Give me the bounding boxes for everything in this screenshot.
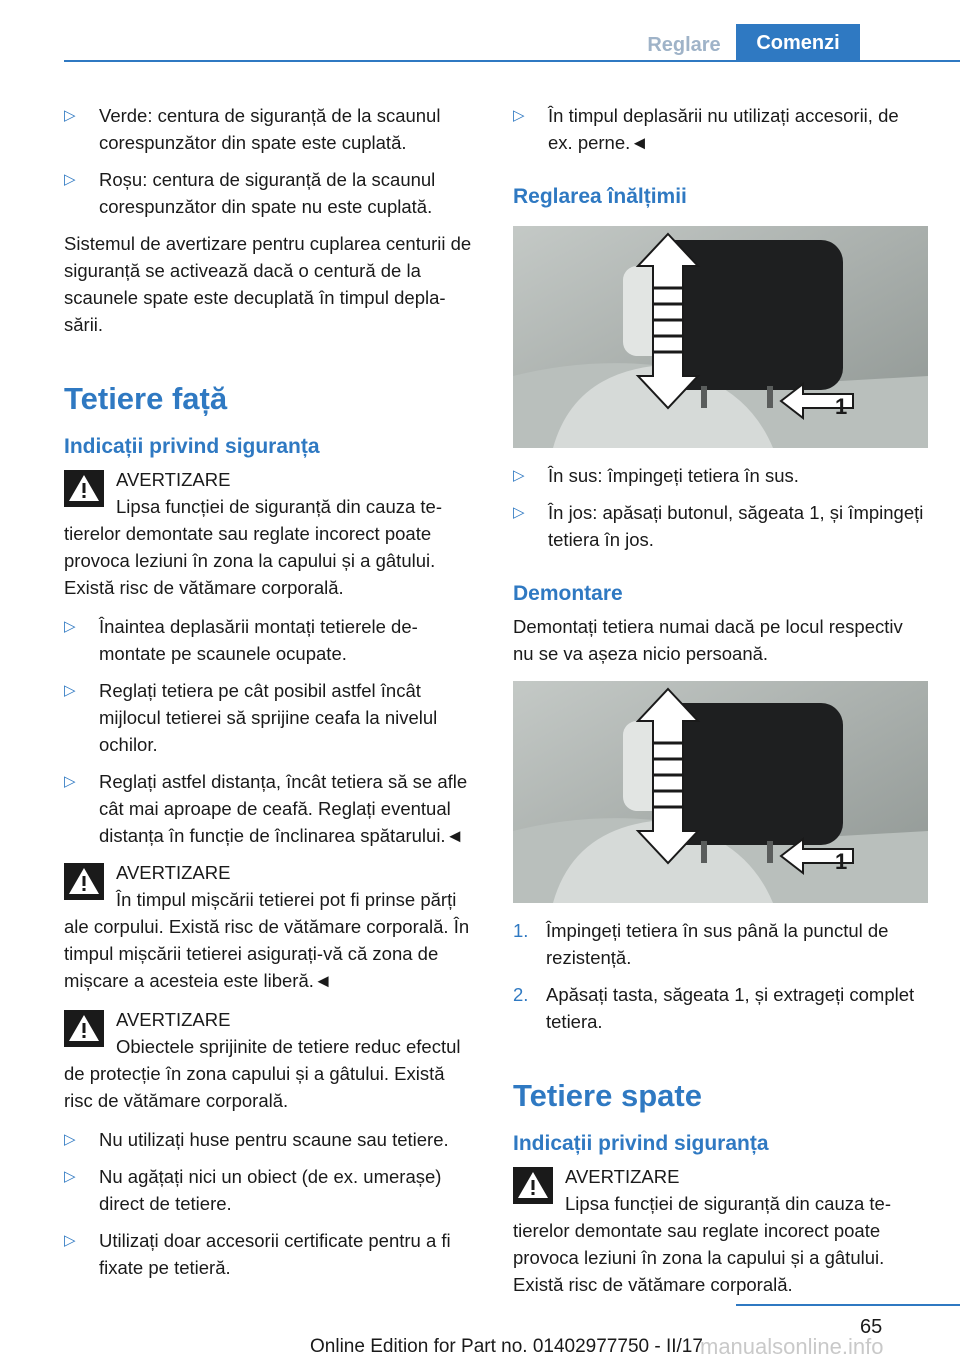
headrest-height-illustration	[513, 226, 928, 448]
warning-icon	[64, 1010, 104, 1047]
warning-title: AVERTIZARE	[116, 469, 231, 490]
step-number: 2.	[513, 984, 529, 1005]
numbered-item: 1. Împingeți tetiera în sus până la punctul de rezistență.	[513, 917, 927, 971]
warning-block	[513, 1163, 927, 1298]
bullet-icon: ▷	[64, 773, 76, 790]
warning-icon	[64, 470, 104, 507]
illustration-label: 1	[835, 849, 848, 874]
subsection-title: Demontare	[513, 582, 623, 605]
list-item: ▷ În timpul deplasării nu utilizați accesorii, de ex. perne.◄	[513, 102, 927, 156]
bullet-icon: ▷	[513, 504, 525, 521]
page-number: 65	[860, 1316, 883, 1338]
subsection-title: Indicații privind siguranța	[513, 1132, 769, 1155]
list-item: ▷ Înaintea deplasării montați tetierele demontate pe scaunele ocupate.	[64, 613, 478, 667]
tab-reglare[interactable]: Reglare	[647, 34, 721, 56]
paragraph: Sistemul de avertizare pentru cuplarea centurii de siguranță se activează dacă o centură de la scaunele spate este decuplată în timpul deplasării.	[64, 233, 472, 335]
bullet-icon: ▷	[64, 682, 76, 699]
warning-block	[64, 466, 478, 601]
warning-icon	[513, 1167, 553, 1204]
bullet-icon: ▷	[64, 1131, 76, 1148]
subsection-title: Reglarea înălțimii	[513, 185, 687, 208]
warning-text: Lipsa funcției de siguranță din cauza tetierelor demontate sau reglate incorect poate provoca leziuni în zona la capului și a gâtului. Există risc de vătămare corporală.	[513, 1193, 892, 1295]
end-mark-icon: ◄	[313, 970, 333, 991]
page-header	[0, 0, 960, 62]
numbered-item: 2. Apăsați tasta, săgeata 1, și extrageți complet tetiera.	[513, 981, 927, 1035]
tab-comenzi[interactable]: Comenzi	[736, 24, 860, 62]
paragraph: Demontați tetiera numai dacă pe locul respectiv nu se va așeza nicio persoană.	[513, 616, 903, 664]
list-item: ▷ Nu utilizați huse pentru scaune sau tetiere.	[64, 1126, 478, 1153]
warning-text: Lipsa funcției de siguranță din cauza tetierelor demontate sau reglate incorect poate provoca leziuni în zona la capului și a gâtului. Există risc de vătămare corporală.	[64, 496, 443, 598]
section-title: Tetiere spate	[513, 1078, 702, 1113]
end-mark-icon: ◄	[630, 132, 649, 153]
left-column	[64, 102, 478, 1291]
warning-text: Obiectele sprijinite de tetiere reduc efectul de protecție în zona capului și a gâtului. Există risc de vătămare corporală.	[64, 1036, 461, 1111]
bullet-icon: ▷	[64, 1232, 76, 1249]
warning-title: AVERTIZARE	[116, 1009, 231, 1030]
warning-text: În timpul mișcării tetierei pot fi prinse părți ale corpului. Există risc de vătămare corporală. În timpul mișcării tetierei asigurați-vă că zona de mișcare a acesteia este liberă.	[64, 889, 470, 991]
list-item: ▷ În jos: apăsați butonul, săgeata 1, și împingeți tetiera în jos.	[513, 499, 927, 553]
illustration-label: 1	[835, 394, 848, 419]
bullet-icon: ▷	[513, 107, 525, 124]
list-item: ▷ Utilizați doar accesorii certificate pentru a fi fixate pe tetieră.	[64, 1227, 478, 1281]
watermark: manualsonline.info	[700, 1334, 884, 1359]
warning-title: AVERTIZARE	[116, 862, 231, 883]
subsection-title: Indicații privind siguranța	[64, 435, 320, 458]
list-item: ▷ Verde: centura de siguranță de la scaunul corespunzător din spate este cuplată.	[64, 102, 478, 156]
list-item: ▷ Nu agățați nici un obiect (de ex. umerașe) direct de tetiere.	[64, 1163, 478, 1217]
header-divider	[64, 60, 960, 62]
bullet-icon: ▷	[64, 618, 76, 635]
bullet-icon: ▷	[64, 107, 76, 124]
warning-block	[64, 859, 478, 994]
bullet-icon: ▷	[64, 171, 76, 188]
list-item: ▷ Roșu: centura de siguranță de la scaunul corespunzător din spate nu este cuplată.	[64, 166, 478, 220]
end-mark-icon: ◄	[445, 825, 464, 846]
step-number: 1.	[513, 920, 529, 941]
right-column	[513, 102, 927, 1310]
list-item: ▷ În sus: împingeți tetiera în sus.	[513, 462, 927, 489]
list-item: ▷ Reglați astfel distanța, încât tetiera să se afle cât mai aproape de ceafă. Reglați eventual distanța în funcție de înclinarea spătarului.◄	[64, 768, 478, 849]
bullet-icon: ▷	[64, 1168, 76, 1185]
list-item: ▷ Reglați tetiera pe cât posibil astfel încât mijlocul tetierei să sprijine ceafa la nivelul ochilor.	[64, 677, 478, 758]
warning-icon	[64, 863, 104, 900]
edition-note: Online Edition for Part no. 01402977750 - II/17	[310, 1336, 703, 1357]
footer-divider	[736, 1304, 960, 1306]
headrest-removal-illustration	[513, 681, 928, 903]
bullet-icon: ▷	[513, 467, 525, 484]
warning-block	[64, 1006, 478, 1114]
section-title: Tetiere față	[64, 381, 228, 416]
warning-title: AVERTIZARE	[565, 1166, 680, 1187]
